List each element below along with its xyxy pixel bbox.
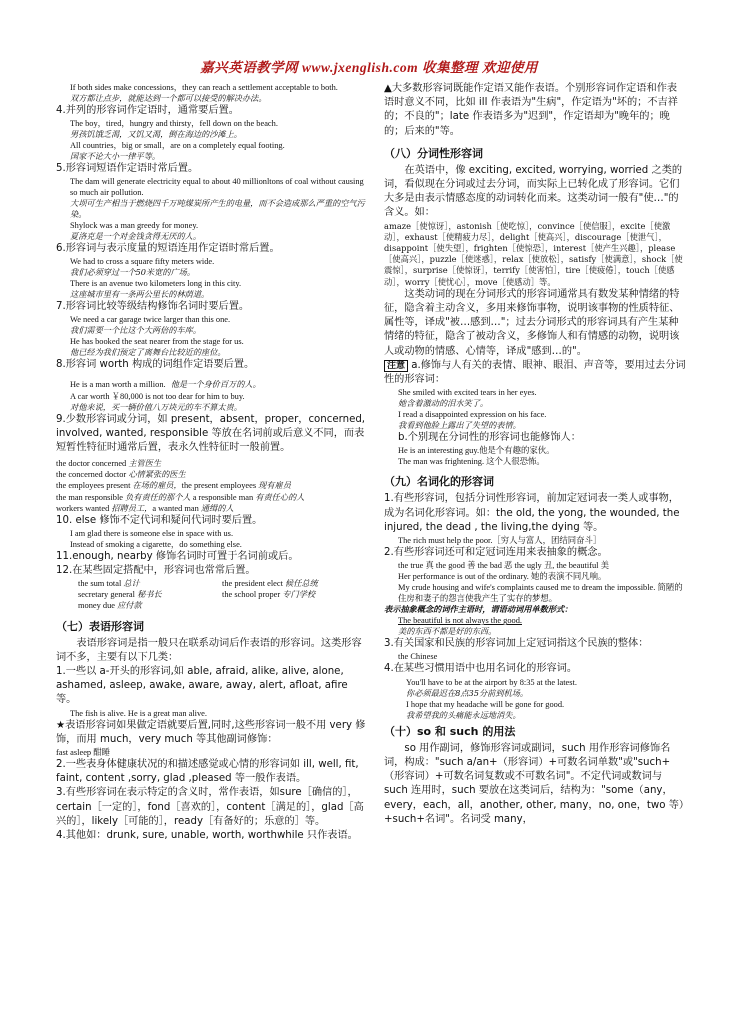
pair-en: a responsible man	[190, 492, 256, 502]
section-7-point-2: 2.一些表身体健康状况的和描述感觉或心情的形容词如 ill, well, fit, faint, content ,sorry, glad ,pleased 等一般作表语。	[56, 759, 359, 785]
section-7-intro: 表语形容词是指一般只在联系动词后作表语的形容词。这类形容词不多，主要有以下几类：	[56, 637, 362, 663]
fixed-phrases	[56, 578, 366, 612]
rule-7: 7.形容词比较等级结构修饰名词时要后置。	[56, 301, 250, 312]
section-8-title: （八）分词性形容词	[384, 146, 483, 160]
triangle-note: ▲大多数形容词既能作定语又能作表语。个别形容词作定语和作表语时意义不同，比如 ill 作表语为"生病"，作定语为"坏的；不吉祥的；不良的"；late 作表语多为"迟到"，作定语却为"晚年的；晚的；后来的"等。	[384, 83, 678, 137]
pair-en: the school proper	[222, 590, 283, 600]
section-9-point-2: 2.有些形容词还可和定冠词连用来表抽象的概念。	[384, 547, 608, 559]
pair-cn: 在场的雇员，	[132, 480, 182, 491]
section-9-point-3: 3.有关国家和民族的形容词加上定冠词指这个民族的整体：	[384, 638, 649, 650]
left-column	[56, 82, 366, 843]
rule-10: 10. else 修饰不定代词和疑问代词时要后置。	[56, 515, 263, 527]
pair-en: the man responsible	[56, 492, 126, 502]
example-cn: 夏洛克是一个对金钱贪得无厌的人。	[70, 231, 202, 241]
rule-6: 6.形容词与表示度量的短语连用作定语时常后置。	[56, 243, 280, 254]
section-9-note: 表示抽象概念的词作主语时，谓语动词用单数形式：	[384, 604, 573, 615]
example-en: All countries，big or small，are on a completely equal footing.	[70, 141, 285, 150]
section-10-body: so 用作副词，修饰形容词或副词，such 用作形容词修饰名词，构成："such a/an+（形容词）+可数名词单数"或"such+（形容词）+可数名词复数或不可数名词"。不定代词或数词与 such 连用时，such 要放在这类词后，结构为："some（any，every，each，all，another, other, many，no, one，two 等）+such+名词"。名词受 many，	[384, 742, 684, 825]
example-en: If both sides make concessions，they can reach a settlement acceptable to both.	[70, 83, 338, 92]
example-cn: 他已经为我们预定了离舞台比较近的座位。	[70, 347, 226, 357]
example-en: She smiled with excited tears in her eyes.	[398, 388, 537, 398]
rule-5: 5.形容词短语作定语时常后置。	[56, 163, 199, 174]
right-column	[384, 82, 686, 827]
rule-11: 11.enough, nearby 修饰名词时可置于名词前或后。	[56, 551, 299, 563]
rule-12: 12.在某些固定搭配中，形容词也常常后置。	[56, 565, 256, 577]
pair-cn: 总计	[123, 578, 140, 589]
pair-en: secretary general	[78, 590, 138, 600]
example-en: There is an avenue two kilometers long in this city.	[70, 279, 242, 288]
example-en: He is an interesting guy.他是个有趣的家伙。	[398, 446, 555, 456]
example-en: He has booked the seat nearer from the stage for us.	[70, 337, 244, 346]
example-en: Her performance is out of the ordinary. 她的表演不同凡响。	[398, 572, 607, 582]
example-en: I read a disappointed expression on his face.	[398, 410, 547, 420]
example-en: The fish is alive. He is a great man alive.	[70, 708, 207, 718]
example-en: I am glad there is someone else in space with us.	[70, 529, 234, 539]
example-cn: 美的东西不都是好的东西。	[398, 626, 497, 637]
note-tag: 注意	[384, 360, 408, 372]
pair-en: a wanted man	[152, 503, 201, 513]
example-en: We had to cross a square fifty meters wide.	[70, 257, 215, 266]
example-en: Shylock was a man greedy for money.	[70, 221, 199, 230]
section-8-explanation: 这类动词的现在分词形式的形容词通常具有数发某种情绪的特征，隐含着主动含义，多用来修饰事物，说明该事物的性质特征、属性等，译成"被…感到…"；过去分词形式的形容词具有产生某种情绪的特征，隐含了被动含义，多修饰人和有情感的动物，说明该人或动物的情感、心情等，译成"感到…的"。	[384, 288, 680, 357]
pair-cn: 主管医生	[128, 458, 162, 468]
note-b: b.个别现在分词性的形容词也能修饰人：	[398, 432, 581, 444]
section-7-title: （七）表语形容词	[56, 619, 144, 633]
example-en: My crude housing and wife's complaints caused me to dream the impossible. 简陋的住房和妻子的怨言使我产生了实存的梦想。	[398, 583, 683, 604]
pair-en: the concerned doctor	[56, 470, 129, 480]
pair-cn: 秘书长	[137, 589, 162, 600]
example-cn: 双方都让点步，就能达到一个都可以接受的解决办法。	[70, 93, 267, 103]
example-en: He is a man worth a million.	[70, 380, 166, 389]
section-8-intro: 在英语中，像 exciting, excited, worrying, worried 之类的词，看似现在分词或过去分词，而实际上已转化成了形容词。它们大多是由表示情感态度的动词转化而来。这类动词一般有"使…"的含义。如：	[384, 164, 683, 219]
example-en: the true 真 the good 善 the bad 恶 the ugly 丑, the beautiful 美	[398, 561, 609, 571]
example-en: fast asleep 酣睡	[56, 748, 110, 758]
example-en: The rich must help the poor.［穷人与富人，团结同奋斗］	[398, 536, 602, 546]
example-cn: 这座城市里有一条两公里长的林荫道。	[70, 289, 210, 299]
example-cn: 你必须最迟在8点35分前到机场。	[406, 687, 529, 698]
section-7-point-1: 1.一些以 a-开头的形容词,如 able, afraid, alike, alive, alone, ashamed, asleep, awake, aware, away, alert, afloat, afire 等。	[56, 666, 348, 706]
example-en: The beautiful is not always the good.	[398, 616, 522, 626]
example-en: The boy，tired，hungry and thirsty，fell down on the beach.	[70, 119, 278, 128]
note-a: a.修饰与人有关的表情、眼神、眼泪、声音等，要用过去分词性的形容词：	[384, 359, 686, 386]
section-9-title: （九）名词化的形容词	[384, 475, 494, 489]
section-7-star-note: ★表语形容词如果做定语就要后置,同时,这些形容词一般不用 very 修饰，而用 much，very much 等其他副词修饰：	[56, 719, 366, 745]
pair-cn: 负有责任的那个人	[125, 491, 191, 502]
page-header: 嘉兴英语教学网 www.jxenglish.com 收集整理 欢迎使用	[200, 60, 538, 75]
example-cn: 我看到他脸上露出了失望的表情。	[398, 420, 521, 431]
example-en: A car worth ￥80,000 is not too dear for him to buy.	[70, 392, 245, 401]
example-en: Instead of smoking a cigarette，do something else.	[70, 540, 242, 550]
pair-en: workers wanted	[56, 503, 112, 513]
example-cn: 我希望我的头痛能永远地消失。	[406, 709, 521, 720]
pair-en: the president elect	[222, 579, 286, 589]
pair-cn: 招聘员工，	[111, 502, 153, 513]
section-10-title: （十）so 和 such 的用法	[384, 724, 516, 738]
example-cn: 大坝可生产相当于燃烧四千万吨煤炭所产生的电量，而不会造成那么严重的空气污染。	[70, 198, 365, 219]
pair-cn: 现有雇员	[258, 480, 291, 491]
example-cn: 对他来说，买一辆价值八万块元的车不算太贵。	[70, 402, 242, 412]
example-en: We need a car garage twice larger than this one.	[70, 315, 231, 324]
pair-en: the doctor concerned	[56, 459, 129, 468]
example-cn: 他是一个身价百万的人。	[170, 379, 261, 389]
example-cn: 男孩饥饿乏渴，又饥又渴，倒在海边的沙滩上。	[70, 129, 242, 139]
example-en: The man was frightening. 这个人很恐怖。	[398, 457, 545, 467]
example-cn: 我们必须穿过一个50米宽的广场。	[70, 267, 196, 277]
section-7-point-4: 4.其他如：drunk, sure, unable, worth, worthwhile 只作表语。	[56, 830, 358, 842]
pair-en: the sum total	[78, 579, 124, 589]
pair-cn: 候任总统	[285, 578, 318, 589]
pair-cn: 应付款	[117, 600, 142, 611]
rule-9: 9.少数形容词或分词，如 present，absent，proper，concerned, involved, wanted, responsible 等放在名词前或后意义不同，而表短暂性特征时通常后置，表永久性特征时一般前置。	[56, 414, 366, 453]
pair-en: money due	[78, 601, 118, 611]
verb-list: amaze［使惊讶］，astonish［使吃惊］，convince［使信服］，excite［使激动］，exhaust［使精疲力尽］，delight［使高兴］，discourage［使泄气］，disappoint［使失望］，frighten［使惊恐］，interest［使产生兴趣］，please［使高兴］，puzzle［使迷惑］，relax［使放松］，satisfy［使满意］，shock［使震惊］，surprise［使惊讶］，terrify［使害怕］，tire［使疲倦］，touch［使感动］，worry［使忧心］，move［使感动］等。	[384, 220, 683, 287]
example-cn: 我们需要一个比这个大两倍的车库。	[70, 325, 202, 335]
section-7-point-3: 3.有些形容词在表示特定的含义时，常作表语，如sure［确信的］，certain［一定的］，fond［喜欢的］，content［满足的］，glad［高兴的］，likely［可能的］，ready［有备好的；乐意的］等。	[56, 787, 364, 827]
pair-cn: 通缉的人	[200, 502, 234, 513]
rule-4: 4.并列的形容词作定语时，通常要后置。	[56, 105, 239, 116]
example-en: the Chinese	[398, 652, 438, 662]
example-en: You'll have to be at the airport by 8:35 at the latest.	[406, 677, 577, 687]
example-en: I hope that my headache will be gone for good.	[406, 699, 565, 709]
section-9-point-1: 1.有些形容词，包括分词性形容词，前加定冠词表一类人或事物，成为名词化形容词。如：the old, the yong, the wounded, the injured, the dead , the living,the dying 等。	[384, 493, 680, 533]
pair-en: the employees present	[56, 481, 133, 491]
pair-en: the present employees	[181, 481, 259, 491]
pair-cn: 心情紧张的医生	[128, 469, 186, 480]
example-cn: 她含着激动的泪水笑了。	[398, 398, 489, 409]
pair-cn: 有责任心的人	[255, 491, 305, 502]
example-cn: 国家不论大小一律平等。	[70, 151, 161, 161]
section-9-point-4: 4.在某些习惯用语中也用名词化的形容词。	[384, 663, 578, 675]
pair-cn: 专门学校	[282, 589, 316, 600]
rule-8: 8.形容词 worth 构成的词组作定语要后置。	[56, 359, 255, 370]
example-en: The dam will generate electricity equal to about 40 millionltons of coal without causing so much air pollution.	[70, 177, 364, 197]
